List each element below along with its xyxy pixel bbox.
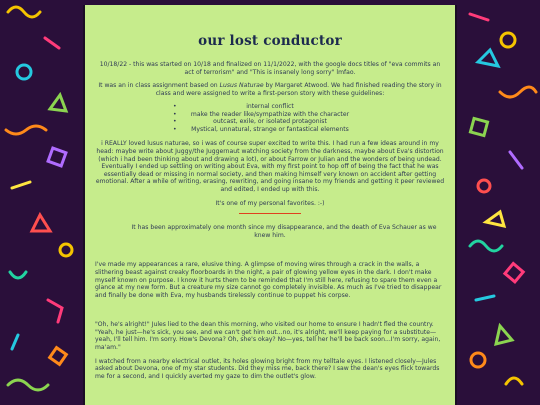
section-divider	[239, 213, 301, 214]
assignment-pre: It was an in class assignment based on	[98, 82, 220, 90]
assignment-post: by Margaret Atwood. We had finished reading the story in class and were assigned to write a first-person story with these guidelines:	[155, 82, 442, 97]
content-card	[83, 5, 457, 405]
story-paragraph: "Oh, he's alright!" Jules lied to the dean this morning, who visited our home to ensure I hadn't fled the country. "Yeah, he just—he's sick, you see, and we can't get him out...no, it's alright, we'll keep paying for a substitute—yeah, I'll tell him. I'm sorry. How's Devona? Oh, she's okay? No—yes, tell her he'll be back soon...I'm sorry, again, ma'am."	[95, 321, 441, 352]
favorite-note: It's one of my personal favorites. :-)	[215, 199, 325, 207]
page-title: our lost conductor	[198, 33, 342, 49]
guideline-item: • Mystical, unnatural, strange or fantastical elements	[95, 126, 445, 134]
story-paragraph: I've made my appearances a rare, elusive thing. A glimpse of moving wires through a crack in the walls, a slithering beast against creaky floorboards in the night, a pair of glowing yellow eyes in the dark. I don't make myself known on purpose. I know it hurts them to be reminded that I'm still here, refusing to spare them even a glance at my new form. But a creature my size cannot go completely invisible. As much as I've tried to disappear and finally be done with Eva, my husbands tirelessly continue to puppet his corpse.	[95, 261, 442, 299]
assignment-book-title: Lusus Naturae	[219, 82, 264, 90]
guideline-item: • internal conflict	[95, 103, 445, 111]
guideline-item: • make the reader like/sympathize with the character	[95, 111, 445, 119]
guideline-item: • outcast, exile, or isolated protagonist	[95, 118, 445, 126]
spacer	[95, 245, 445, 261]
reflection-text: i REALLY loved lusus naturae, so i was of course super excited to write this. I had run a few ideas around in my head: maybe write about Juggy/the Juggernaut watching society from the darkness, maybe about Eva's distortion (which i had been thinking about and drawing a lot), or about Farrow or Julian and the wonders of being undead. Eventually I ended up settling on writing about Eva, with my first point to hop off of being the fact that he was essentially dead or missing in normal society, and then making himself very known on accident after getting emotional. After a while of writing, erasing, rewriting, and going insane to my friends and getting it peer reviewed and edited, I ended up with this.	[95, 140, 445, 193]
assignment-text	[95, 82, 445, 97]
spacer	[95, 305, 445, 321]
guideline-list	[95, 103, 445, 133]
intro-date: 10/18/22 - this was started on 10/18 and finalized on 11/1/2022, with the google docs titles of "eva commits an act of terrorism" and "This is insanely long sorry" lmfao.	[99, 61, 441, 76]
story-paragraph: It has been approximately one month since my disappearance, and the death of Eva Schauer as we knew him.	[131, 224, 437, 239]
story-paragraph: I watched from a nearby electrical outlet, its holes glowing bright from my telltale eyes. I listened closely—Jules asked about Devona, one of my star students. Did they miss me, back there? I saw the dean's eyes flick towards me for a second, and I quickly averted my gaze to dim the outlet's glow.	[95, 357, 440, 380]
